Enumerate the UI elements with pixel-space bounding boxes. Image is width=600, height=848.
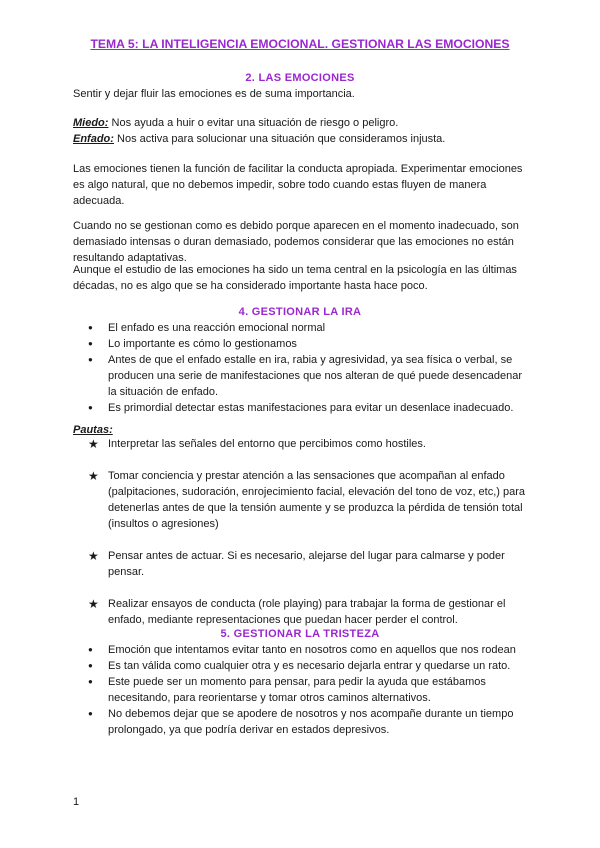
emotions-function-paragraph: Las emociones tienen la función de facilitar la conducta apropiada. Experimentar emociones es algo natural, que no debemos impedir, sobre todo cuando estas fluyen de manera adecuada. bbox=[73, 163, 523, 207]
emotions-management-paragraph: Cuando no se gestionan como es debido porque aparecen en el momento inadecuado, son demasiado intensas o duran demasiado, podemos considerar que las emociones no están resultando adaptativas. bbox=[73, 220, 519, 264]
pautas-label: Pautas: bbox=[73, 424, 113, 436]
list-item: ★ Interpretar las señales del entorno que percibimos como hostiles. bbox=[88, 437, 426, 451]
star-icon: ★ bbox=[88, 549, 99, 563]
document-title: TEMA 5: LA INTELIGENCIA EMOCIONAL. GESTIONAR LAS EMOCIONES bbox=[90, 37, 510, 51]
list-item: ★ Tomar conciencia y prestar atención a las sensaciones que acompañan al enfado (palpitaciones, sudoración, enrojecimiento facial, elevación del tono de voz, etc,) para detenerlas antes de que la tensión aumente y se produzca la pérdida de tensión total (insultos o agresiones) bbox=[88, 469, 526, 530]
list-item: ★ Realizar ensayos de conducta (role playing) para trabajar la forma de gestionar el enfado, mediante representaciones que puedan hacer perder el control. bbox=[88, 597, 506, 626]
star-icon: ★ bbox=[88, 469, 99, 483]
list-item: ● El enfado es una reacción emocional normal bbox=[88, 320, 528, 336]
section-heading-emociones: 2. LAS EMOCIONES bbox=[245, 72, 355, 84]
miedo-definition bbox=[73, 115, 533, 131]
intro-paragraph: Sentir y dejar fluir las emociones es de suma importancia. bbox=[73, 88, 355, 100]
list-item: ★ Pensar antes de actuar. Si es necesario, alejarse del lugar para calmarse y poder pensar. bbox=[88, 549, 505, 578]
enfado-term: Enfado: bbox=[73, 133, 114, 145]
miedo-text: Nos ayuda a huir o evitar una situación de riesgo o peligro. bbox=[108, 117, 399, 129]
star-icon: ★ bbox=[88, 437, 99, 451]
miedo-term: Miedo: bbox=[73, 117, 109, 129]
section-heading-ira: 4. GESTIONAR LA IRA bbox=[238, 306, 362, 318]
page-number: 1 bbox=[73, 796, 80, 808]
list-item: ● No debemos dejar que se apodere de nosotros y nos acompañe durante un tiempo prolongado, ya que podría derivar en estados depresivos. bbox=[88, 706, 528, 738]
emotions-study-paragraph: Aunque el estudio de las emociones ha sido un tema central en la psicología en las últimas décadas, no es algo que se ha considerado importante hasta hace poco. bbox=[73, 264, 517, 292]
star-icon: ★ bbox=[88, 597, 99, 611]
list-item: ● Es primordial detectar estas manifestaciones para evitar un desenlace inadecuado. bbox=[88, 400, 528, 416]
list-item: ● Antes de que el enfado estalle en ira, rabia y agresividad, ya sea física o verbal, se producen una serie de manifestaciones que nos alteran de qué puede desencadenar la situación de enfado. bbox=[88, 352, 528, 400]
section-heading-tristeza: 5. GESTIONAR LA TRISTEZA bbox=[220, 628, 380, 640]
enfado-text: Nos activa para solucionar una situación que consideramos injusta. bbox=[113, 133, 446, 145]
ira-bullet-list bbox=[88, 320, 528, 416]
pautas-star-list bbox=[88, 436, 528, 644]
list-item: ● Lo importante es cómo lo gestionamos bbox=[88, 336, 528, 352]
list-item: ● Es tan válida como cualquier otra y es necesario dejarla entrar y quedarse un rato. bbox=[88, 658, 528, 674]
enfado-definition bbox=[73, 131, 533, 147]
tristeza-bullet-list bbox=[88, 642, 528, 738]
list-item: ● Emoción que intentamos evitar tanto en nosotros como en aquellos que nos rodean bbox=[88, 642, 528, 658]
list-item: ● Este puede ser un momento para pensar, para pedir la ayuda que estábamos necesitando, para reorientarse y tomar otros caminos alternativos. bbox=[88, 674, 528, 706]
